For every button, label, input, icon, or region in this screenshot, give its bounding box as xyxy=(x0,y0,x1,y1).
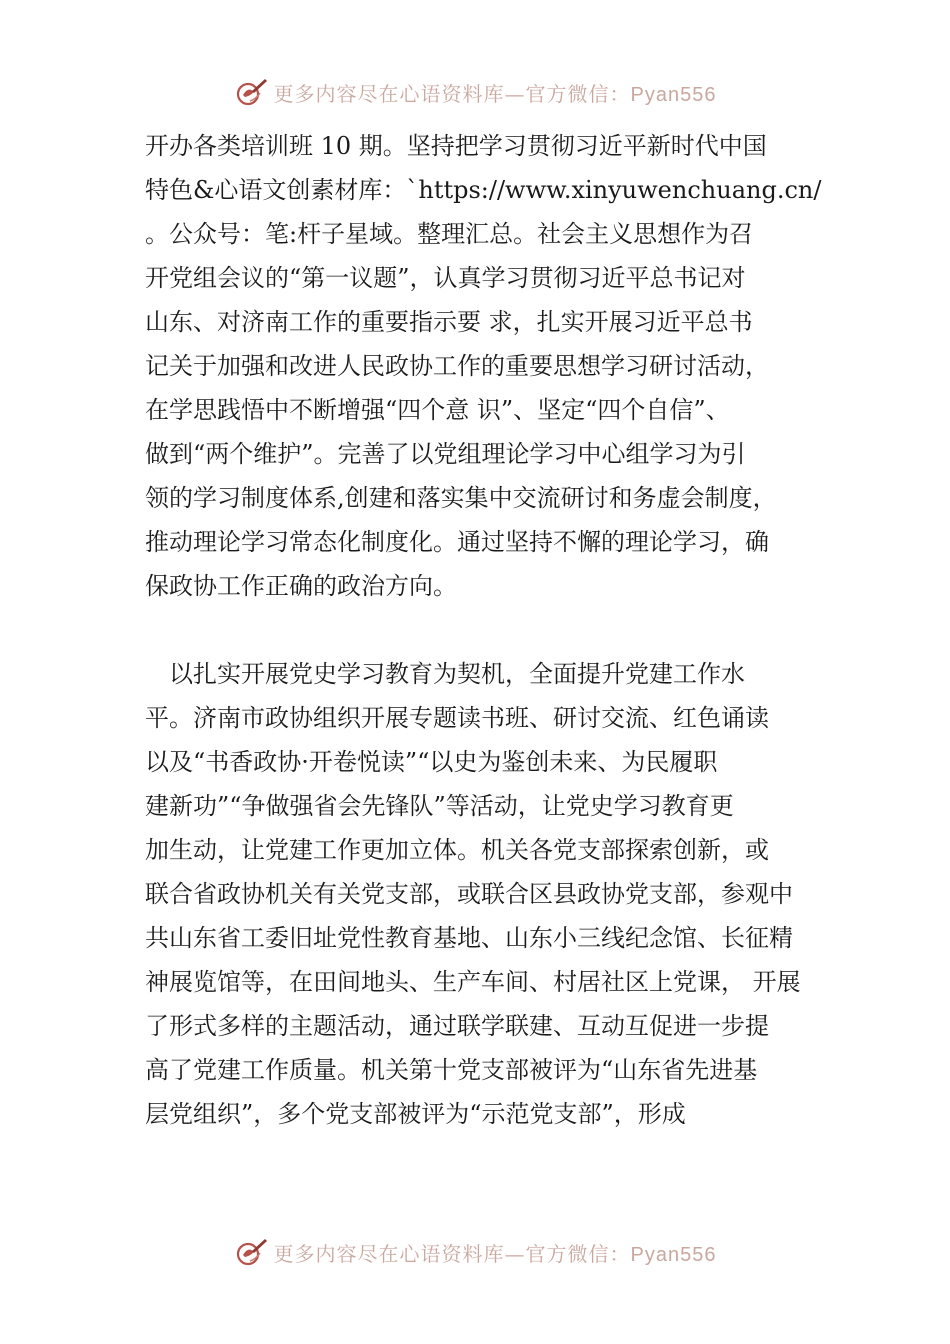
text-line: 联合省政协机关有关党支部，或联合区县政协党支部，参观中 xyxy=(145,880,793,908)
pen-heart-logo-icon xyxy=(234,1235,268,1269)
text-line: 层党组织”，多个党支部被评为“示范党支部”，形成 xyxy=(145,1100,686,1128)
text-line: 领的学习制度体系,创建和落实集中交流研讨和务虚会制度， xyxy=(145,484,777,512)
pen-heart-logo-icon xyxy=(234,75,268,109)
text-line: 以扎实开展党史学习教育为契机，全面提升党建工作水 xyxy=(145,660,745,688)
text-line: 推动理论学习常态化制度化。通过坚持不懈的理论学习，确 xyxy=(145,528,769,556)
header-watermark xyxy=(0,72,950,112)
watermark-text: 更多内容尽在心语资料库—官方微信：Pyan556 xyxy=(273,1241,717,1266)
paragraph-gap xyxy=(145,608,825,652)
text-line: 建新功”“争做强省会先锋队”等活动，让党史学习教育更 xyxy=(145,792,734,820)
footer-watermark xyxy=(0,1232,950,1272)
text-line: 开办各类培训班 10 期。坚持把学习贯彻习近平新时代中国 xyxy=(145,132,767,160)
text-line: 神展览馆等，在田间地头、生产车间、村居社区上党课， 开展 xyxy=(145,968,801,996)
text-line: 做到“两个维护”。完善了以党组理论学习中心组学习为引 xyxy=(145,440,746,468)
text-line: 特色&心语文创素材库：`https://www.xinyuwenchuang.cn/ xyxy=(145,176,822,204)
text-line: 了形式多样的主题活动，通过联学联建、互动互促进一步提 xyxy=(145,1012,769,1040)
document-body xyxy=(145,124,825,1136)
text-line: 山东、对济南工作的重要指示要 求，扎实开展习近平总书 xyxy=(145,308,753,336)
text-line: 共山东省工委旧址党性教育基地、山东小三线纪念馆、长征精 xyxy=(145,924,793,952)
watermark-text: 更多内容尽在心语资料库—官方微信：Pyan556 xyxy=(273,81,717,106)
text-line: 高了党建工作质量。机关第十党支部被评为“山东省先进基 xyxy=(145,1056,758,1084)
text-line: 记关于加强和改进人民政协工作的重要思想学习研讨活动， xyxy=(145,352,769,380)
text-line: 平。济南市政协组织开展专题读书班、研讨交流、红色诵读 xyxy=(145,704,769,732)
paragraph-2 xyxy=(145,652,825,1136)
text-line: 以及“书香政协·开卷悦读”“以史为鉴创未来、为民履职 xyxy=(145,748,718,776)
text-line: 在学思践悟中不断增强“四个意 识”、坚定“四个自信”、 xyxy=(145,396,730,424)
paragraph-1 xyxy=(145,124,825,608)
text-line: 保政协工作正确的政治方向。 xyxy=(145,572,457,600)
text-line: 。公众号：笔:杆子星域。整理汇总。社会主义思想作为召 xyxy=(145,220,754,248)
text-line: 加生动，让党建工作更加立体。机关各党支部探索创新，或 xyxy=(145,836,769,864)
text-line: 开党组会议的“第一议题”，认真学习贯彻习近平总书记对 xyxy=(145,264,746,292)
